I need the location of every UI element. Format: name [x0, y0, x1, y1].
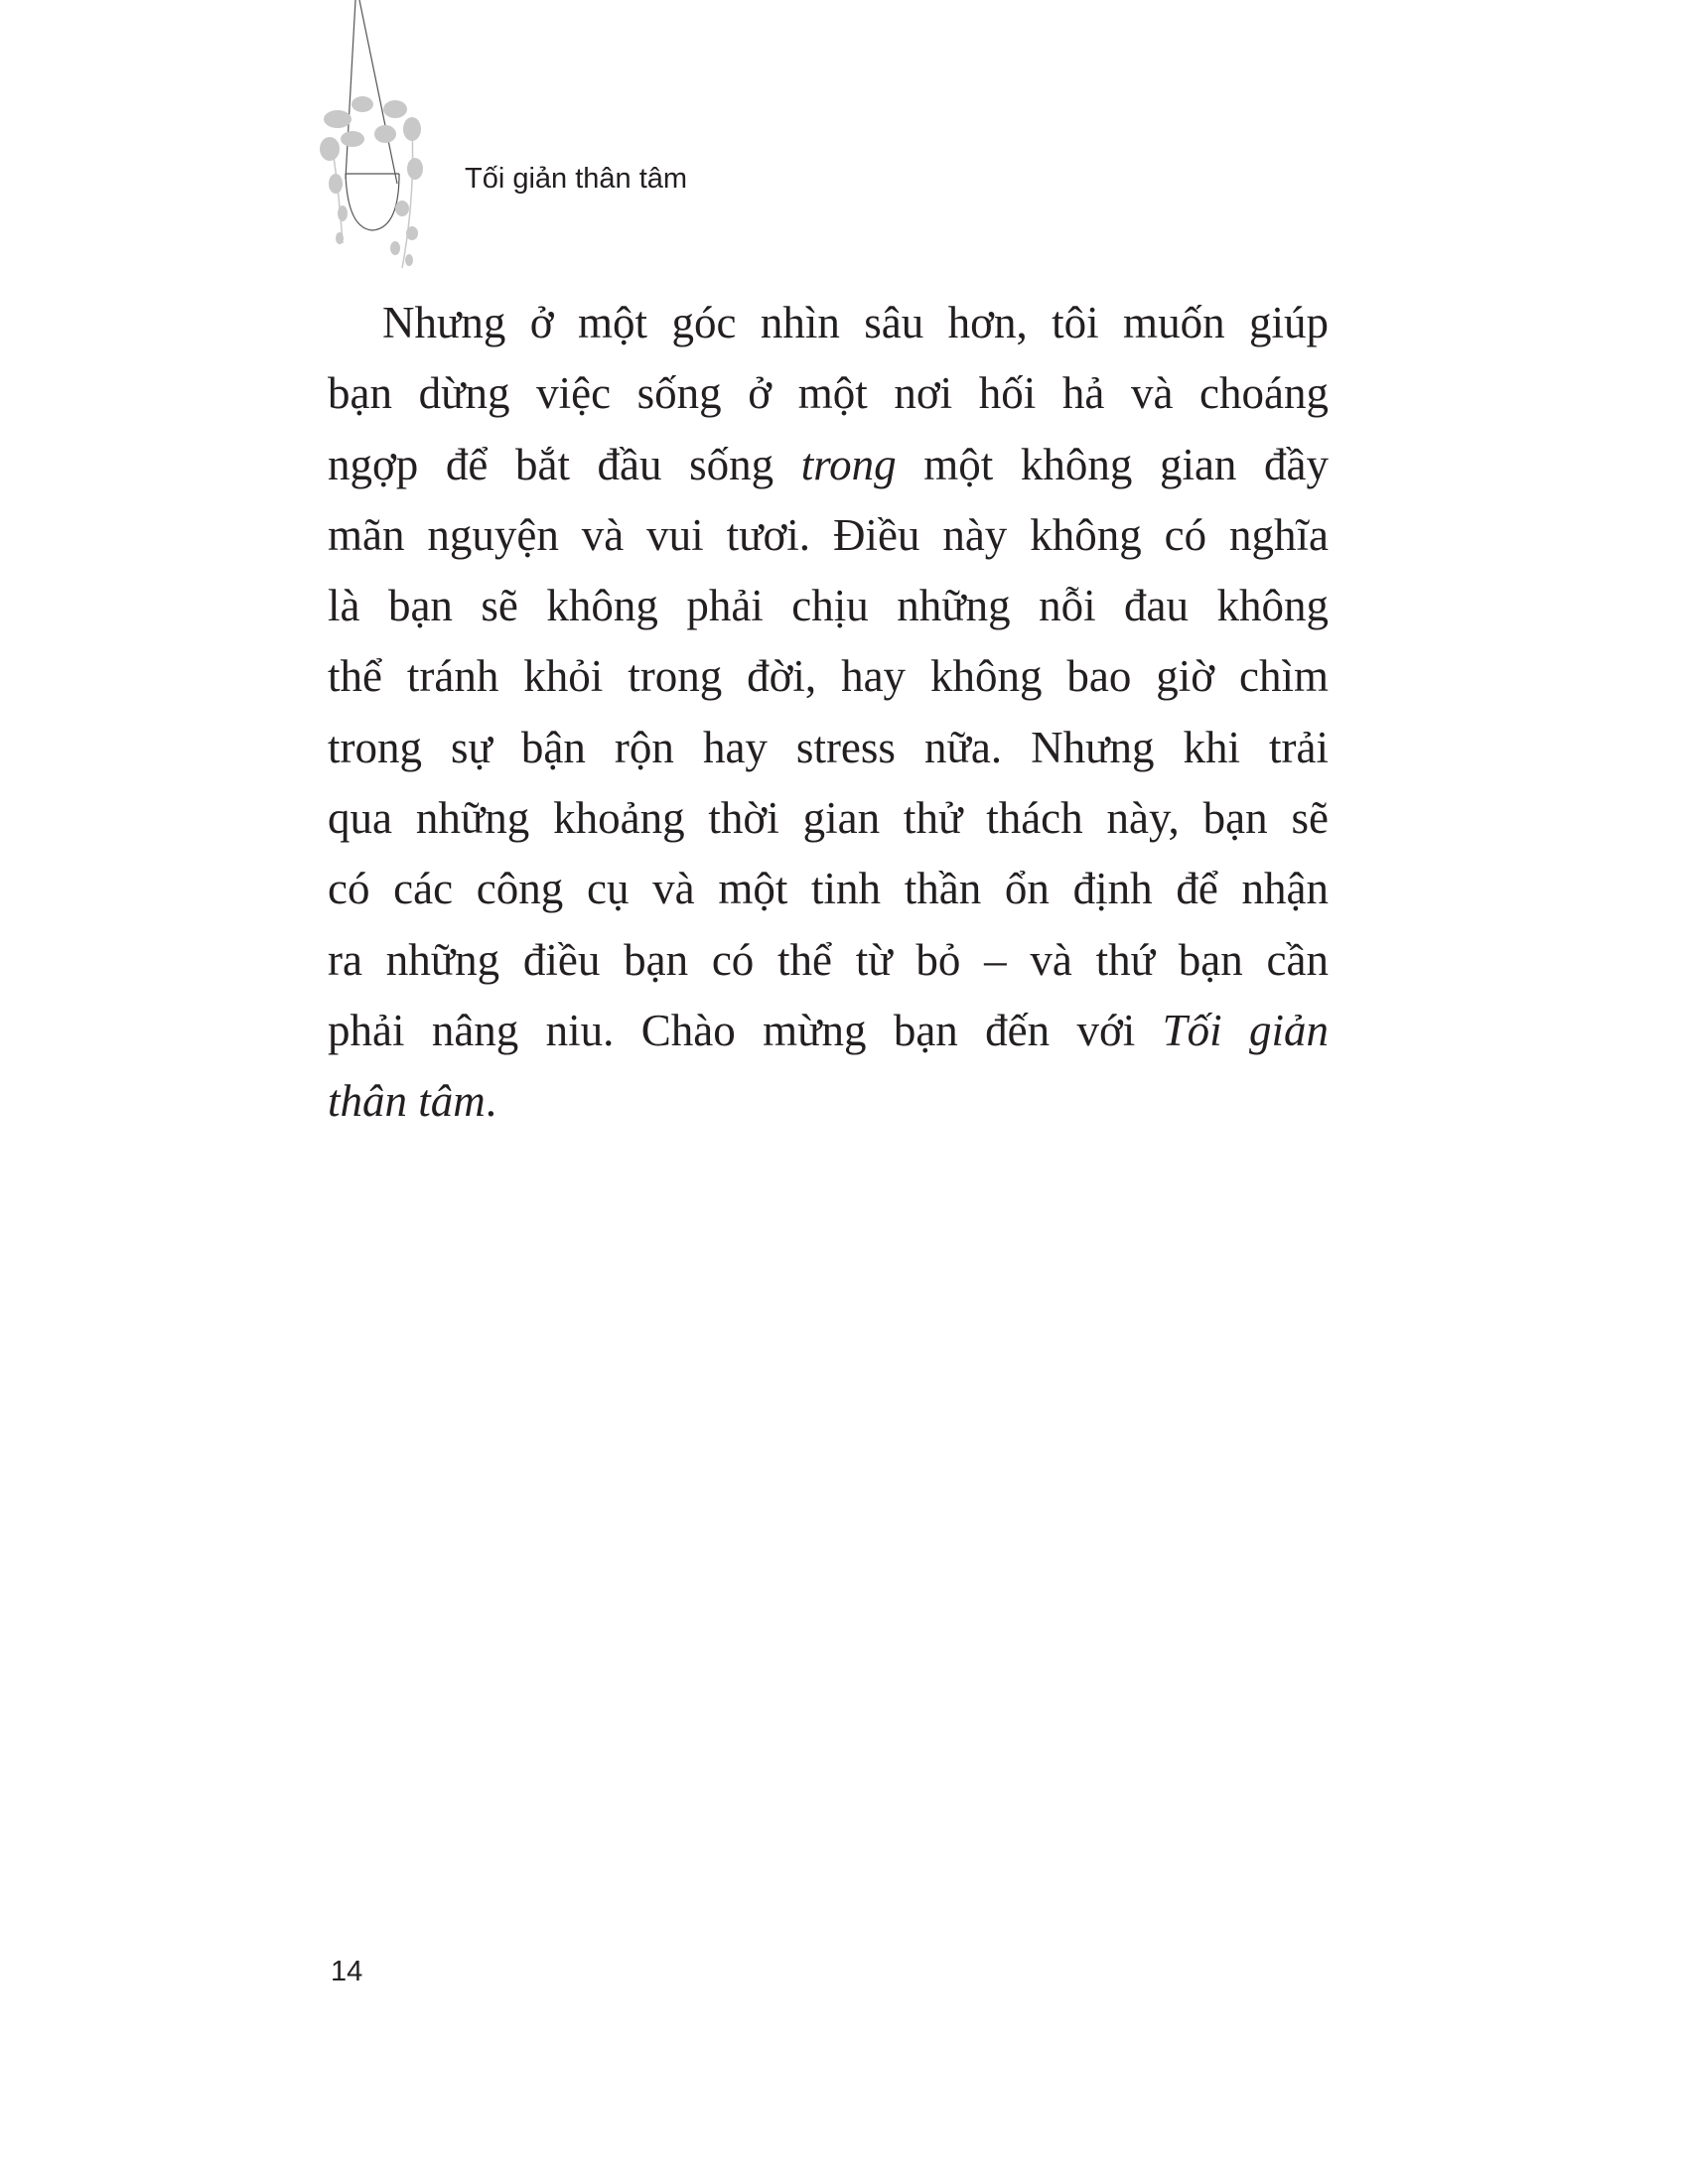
text-line: có các công cụ và một tinh thần ổn định để nhận [328, 864, 1329, 914]
running-title: Tối giản thân tâm [465, 163, 688, 195]
book-title-italic: thân tâm [328, 1076, 486, 1127]
text-line: thân tâm. [328, 1076, 497, 1127]
text-line: trong sự bận rộn hay stress nữa. Nhưng khi trải [328, 722, 1329, 772]
text-line: ngợp để bắt đầu sống trong một không gian đầy [328, 439, 1329, 489]
text-line: thể tránh khỏi trong đời, hay không bao giờ chìm [328, 651, 1329, 702]
hanging-plant-icon [318, 0, 437, 273]
text-line: phải nâng niu. Chào mừng bạn đến với Tối giản [328, 1005, 1329, 1055]
text-line: Nhưng ở một góc nhìn sâu hơn, tôi muốn giúp [382, 298, 1329, 347]
page-number: 14 [331, 1956, 363, 1987]
text-line: qua những khoảng thời gian thử thách này, bạn sẽ [328, 793, 1329, 844]
body-paragraph [328, 288, 1329, 1138]
emphasis-text: trong [800, 439, 897, 489]
text-line: là bạn sẽ không phải chịu những nỗi đau không [328, 581, 1329, 631]
text-line: mãn nguyện và vui tươi. Điều này không có nghĩa [328, 509, 1329, 560]
text-line: ra những điều bạn có thể từ bỏ – và thứ bạn cần [328, 934, 1329, 985]
text-line: bạn dừng việc sống ở một nơi hối hả và choáng [328, 368, 1329, 419]
book-title-italic: Tối giản [1162, 1005, 1329, 1055]
